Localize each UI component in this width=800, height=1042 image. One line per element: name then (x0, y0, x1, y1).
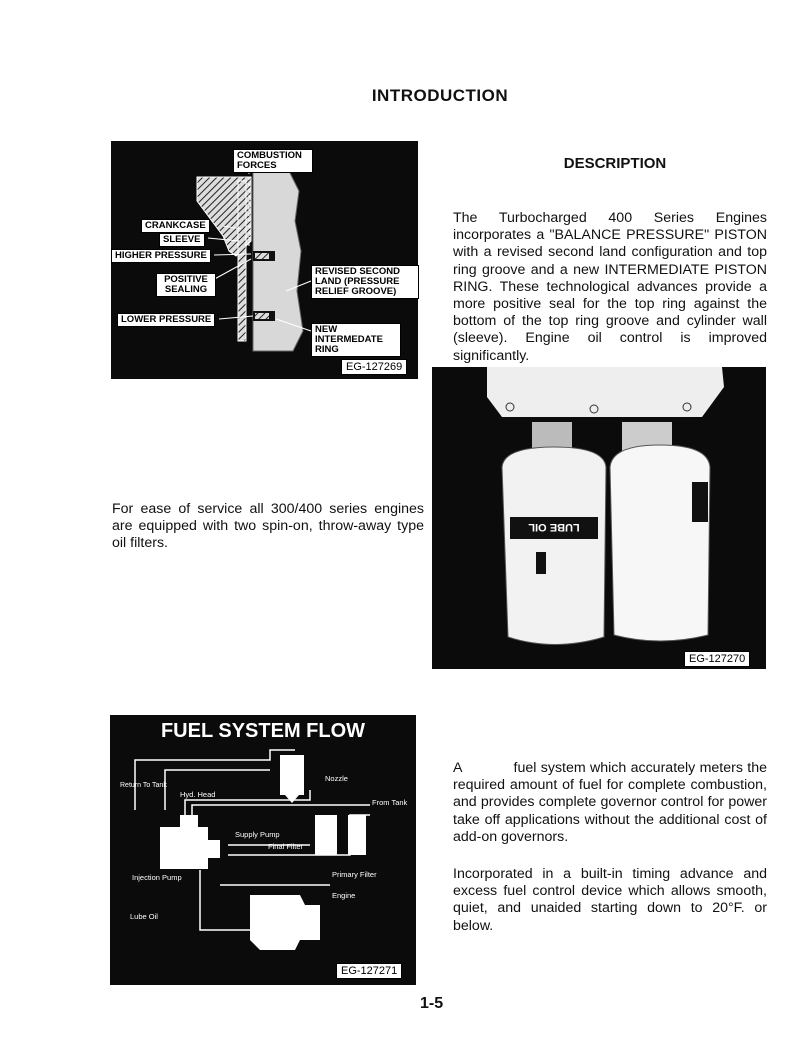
filter-label: LUBE OIL (528, 521, 580, 533)
label-crankcase: CRANKCASE (141, 219, 210, 233)
label-hyd-head: Hyd. Head (180, 790, 216, 799)
label-injection-pump: Injection Pump (132, 873, 182, 882)
fuel-figure-title: FUEL SYSTEM FLOW (160, 720, 366, 742)
label-revised-second-land: REVISED SECOND LAND (PRESSURE RELIEF GROOVE) (311, 265, 419, 299)
label-primary-filter: Primary Filter (332, 870, 377, 879)
label-supply-pump: Supply Pump (235, 830, 280, 839)
label-from-tank: From Tank (372, 798, 408, 807)
label-new-ring: NEW INTERMEDATE RING (311, 323, 401, 357)
figure-tag: EG-127271 (336, 963, 402, 979)
filters-text: For ease of service all 300/400 series engines are equipped with two spin-on, throw-away type oil filters. (112, 501, 424, 552)
label-lube-oil: Lube Oil (130, 912, 158, 921)
label-sleeve: SLEEVE (159, 233, 205, 247)
fuel-text-p1: A fuel system which accurately meters the required amount of fuel for complete combustion, and provides complete governor control for power take off applications without the additional cost of add-on governors. (453, 760, 771, 845)
fuel-flow-diagram (110, 715, 416, 985)
label-nozzle: Nozzle (325, 774, 348, 783)
label-combustion-forces: COMBUSTION FORCES (233, 149, 313, 173)
label-lower-pressure: LOWER PRESSURE (117, 313, 215, 327)
label-higher-pressure: HIGHER PRESSURE (111, 249, 211, 263)
piston-figure (111, 141, 418, 379)
page-title: INTRODUCTION (371, 86, 509, 105)
fuel-system-figure (110, 715, 416, 985)
figure-tag: EG-127269 (341, 359, 407, 375)
fuel-text-p2: Incorporated in a built-in timing advance and excess fuel control device which allows smooth, quiet, and unaided starting down to 20°F. or below. (453, 866, 767, 934)
label-return-text: Return To Tank (120, 782, 167, 789)
figure-tag: EG-127270 (684, 651, 750, 667)
oil-filters-image (432, 367, 766, 669)
label-engine: Engine (332, 891, 356, 900)
page-number: 1-5 (420, 995, 444, 1012)
label-return (120, 782, 167, 789)
label-positive-sealing: POSITIVE SEALING (156, 273, 216, 297)
description-text: The Turbocharged 400 Series Engines incorporates a "BALANCE PRESSURE" PISTON with a revised second land configuration and top ring groove and a new INTERMEDIATE PISTON RING. These technological advances provide a more positive seal for the top ring against the bottom of the top ring groove and cylinder wall (sleeve). Engine oil control is improved significantly. (453, 210, 767, 364)
description-heading: DESCRIPTION (563, 155, 667, 172)
oil-filter-photo (432, 367, 766, 669)
label-final-filter: Final Filter (268, 842, 304, 851)
